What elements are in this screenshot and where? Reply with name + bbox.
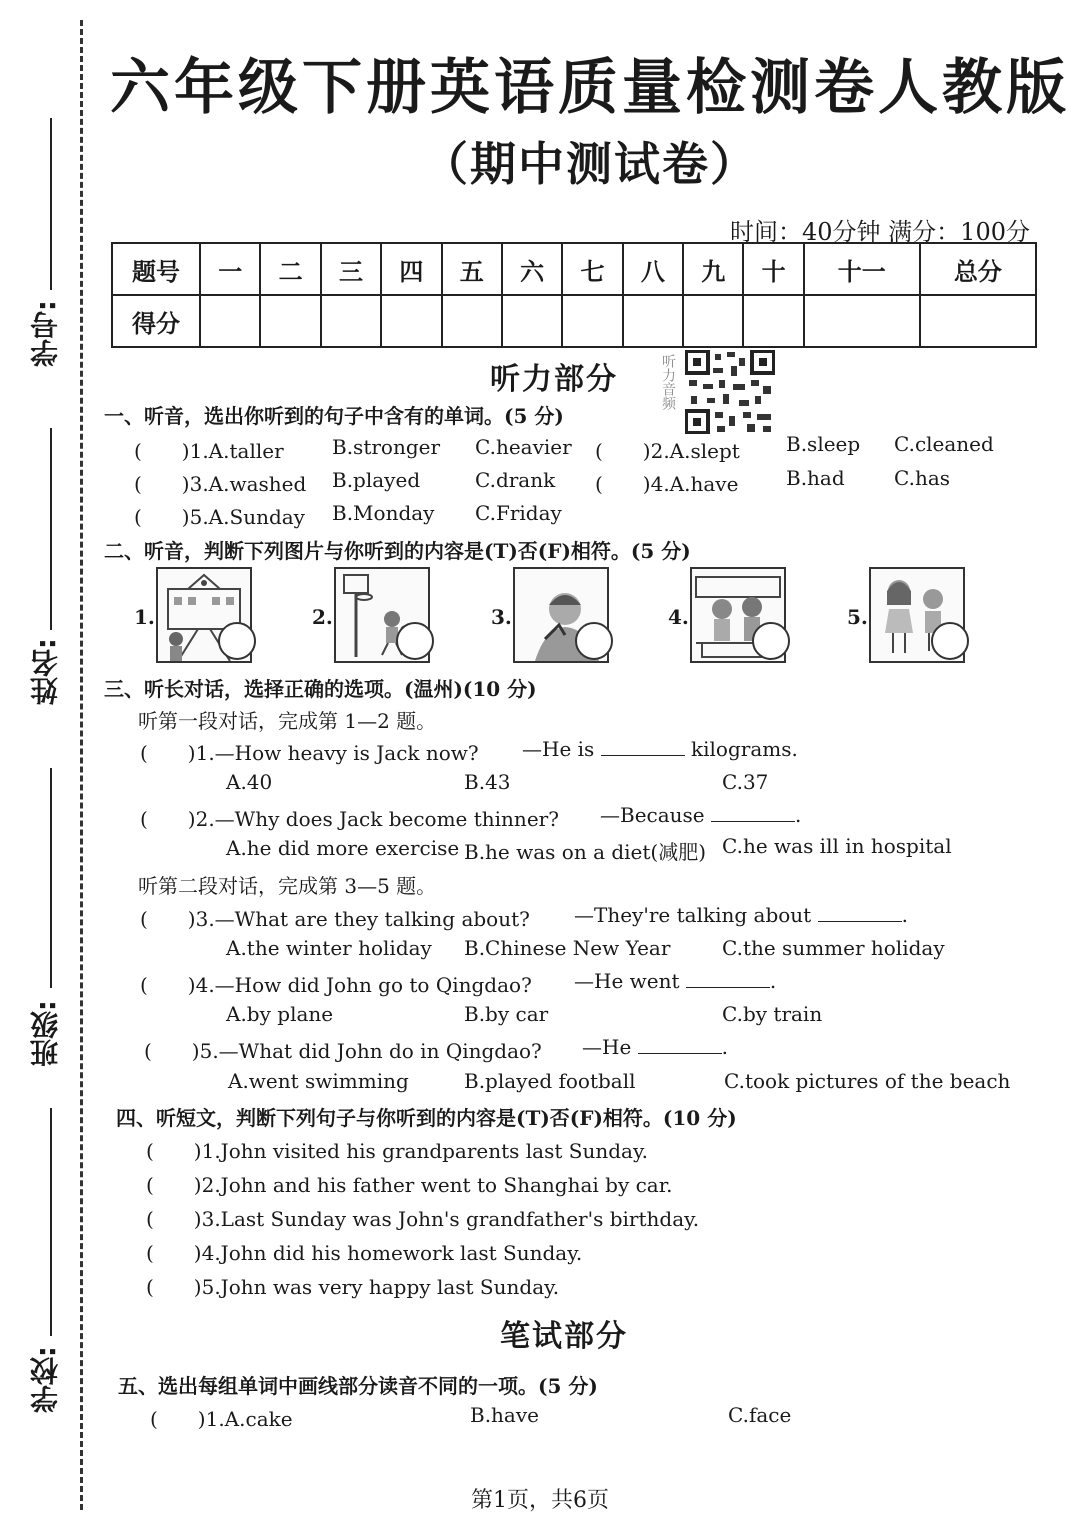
s3-q5-answer [582, 1035, 728, 1059]
s3-q2-option-a[interactable]: A.he did more exercise [226, 836, 460, 860]
s3-q5-option-a[interactable]: A.went swimming [228, 1069, 409, 1093]
class-line [50, 768, 52, 988]
writing-heading: 笔试部分 [500, 1319, 628, 1354]
s1-q3-stem: ( )3.A.washed [134, 472, 307, 496]
answer-circle[interactable] [396, 622, 434, 660]
answer-blank[interactable] [686, 986, 770, 988]
answer-circle[interactable] [218, 622, 256, 660]
name-line [50, 428, 52, 630]
s3-q2-option-c[interactable]: C.he was ill in hospital [722, 834, 952, 858]
picture-number: 3. [491, 605, 512, 629]
score-header-cell: 四 [381, 243, 441, 295]
score-header-cell: 总分 [920, 243, 1036, 295]
s1-q5-option-b[interactable]: B.Monday [332, 501, 435, 525]
answer-blank[interactable] [711, 820, 795, 822]
answer-prefix: —He is [522, 737, 595, 761]
s5-q1-option-c[interactable]: C.face [728, 1403, 792, 1427]
s3-q4-answer [574, 969, 776, 993]
score-header-cell: 一 [200, 243, 260, 295]
s3-q1-option-b[interactable]: B.43 [464, 770, 511, 794]
s3-q3-option-c[interactable]: C.the summer holiday [722, 936, 945, 960]
class-label: 班级: [29, 1000, 62, 1068]
s3-q1-option-a[interactable]: A.40 [226, 770, 273, 794]
qr-code[interactable] [655, 350, 775, 434]
s3-q5-option-b[interactable]: B.played football [464, 1069, 636, 1093]
score-cell[interactable] [381, 295, 441, 347]
s1-q5-stem: ( )5.A.Sunday [134, 505, 305, 529]
score-header-cell: 题号 [112, 243, 200, 295]
s3-q1-answer [522, 737, 798, 761]
s1-q3-option-c[interactable]: C.drank [475, 468, 556, 492]
answer-circle[interactable] [752, 622, 790, 660]
qr-label: 听力音频 [660, 354, 676, 410]
time-score-info: 时间：40分钟 满分：100分 [730, 218, 1030, 246]
picture-number: 2. [312, 605, 333, 629]
section3-part1-instruction: 听第一段对话，完成第 1—2 题。 [138, 709, 437, 733]
s1-q1-stem: ( )1.A.taller [134, 439, 284, 463]
s1-q4-stem: ( )4.A.have [595, 472, 739, 496]
section2-title: 二、听音，判断下列图片与你听到的内容是(T)否(F)相符。(5 分) [104, 539, 691, 563]
score-header-cell: 二 [260, 243, 320, 295]
s3-q4-question: ( )4.—How did John go to Qingdao? [140, 973, 532, 997]
score-header-cell: 五 [442, 243, 502, 295]
s4-item: ( )5.John was very happy last Sunday. [146, 1275, 560, 1299]
score-cell[interactable] [321, 295, 381, 347]
score-header-cell: 八 [623, 243, 683, 295]
answer-suffix: kilograms. [691, 737, 798, 761]
picture-number: 1. [134, 605, 155, 629]
score-row-label: 得分 [112, 295, 200, 347]
score-table [111, 242, 1037, 348]
s3-q3-option-b[interactable]: B.Chinese New Year [464, 936, 671, 960]
page-number: 第1页，共6页 [471, 1488, 609, 1513]
s4-item: ( )2.John and his father went to Shanghai by car. [146, 1173, 673, 1197]
s3-q1-question: ( )1.—How heavy is Jack now? [140, 741, 479, 765]
s1-q2-option-c[interactable]: C.cleaned [894, 432, 994, 456]
s4-item: ( )1.John visited his grandparents last Sunday. [146, 1139, 648, 1163]
school-line [50, 1108, 52, 1336]
s1-q2-stem: ( )2.A.slept [595, 439, 740, 463]
score-cell[interactable] [683, 295, 743, 347]
score-table-header-row [112, 243, 1036, 295]
score-header-cell: 十一 [804, 243, 920, 295]
answer-prefix: —Because [600, 803, 705, 827]
school-label: 学校: [29, 1346, 62, 1414]
s4-item: ( )4.John did his homework last Sunday. [146, 1241, 583, 1265]
score-header-cell: 七 [562, 243, 622, 295]
s1-q2-option-b[interactable]: B.sleep [786, 432, 861, 456]
score-header-cell: 九 [683, 243, 743, 295]
s1-q5-option-c[interactable]: C.Friday [475, 501, 562, 525]
student-id-line [50, 118, 52, 290]
section3-title: 三、听长对话，选择正确的选项。(温州)(10 分) [104, 677, 537, 701]
answer-blank[interactable] [601, 754, 685, 756]
score-table-score-row [112, 295, 1036, 347]
score-cell[interactable] [920, 295, 1036, 347]
s3-q3-question: ( )3.—What are they talking about? [140, 907, 530, 931]
answer-circle[interactable] [931, 622, 969, 660]
answer-blank[interactable] [638, 1052, 722, 1054]
section3-part2-instruction: 听第二段对话，完成第 3—5 题。 [138, 874, 437, 898]
score-cell[interactable] [502, 295, 562, 347]
listening-heading: 听力部分 [490, 362, 618, 397]
s3-q4-option-c[interactable]: C.by train [722, 1002, 823, 1026]
s3-q1-option-c[interactable]: C.37 [722, 770, 769, 794]
score-cell[interactable] [200, 295, 260, 347]
answer-blank[interactable] [818, 920, 902, 922]
s1-q4-option-b[interactable]: B.had [786, 466, 845, 490]
score-cell[interactable] [442, 295, 502, 347]
s1-q3-option-b[interactable]: B.played [332, 468, 421, 492]
score-cell[interactable] [804, 295, 920, 347]
answer-prefix: —He went [574, 969, 680, 993]
exam-subtitle: （期中测试卷） [422, 137, 758, 191]
answer-prefix: —He [582, 1035, 632, 1059]
picture-number: 4. [668, 605, 689, 629]
s3-q4-option-a[interactable]: A.by plane [226, 1002, 334, 1026]
s3-q3-answer [574, 903, 908, 927]
picture-number: 5. [847, 605, 868, 629]
score-header-cell: 六 [502, 243, 562, 295]
score-header-cell: 三 [321, 243, 381, 295]
name-label: 姓名: [29, 638, 62, 706]
score-cell[interactable] [743, 295, 803, 347]
s5-q1-option-b[interactable]: B.have [470, 1403, 539, 1427]
score-cell[interactable] [562, 295, 622, 347]
binding-dashed-line [80, 20, 83, 1510]
s3-q2-answer [600, 803, 801, 827]
s4-item: ( )3.Last Sunday was John's grandfather's birthday. [146, 1207, 700, 1231]
s1-q1-option-c[interactable]: C.heavier [475, 435, 572, 459]
answer-suffix: . [795, 803, 802, 827]
answer-suffix: . [901, 903, 908, 927]
s3-q5-question: ( )5.—What did John do in Qingdao? [144, 1039, 542, 1063]
s3-q4-option-b[interactable]: B.by car [464, 1002, 549, 1026]
answer-suffix: . [769, 969, 777, 993]
s1-q4-option-c[interactable]: C.has [894, 466, 951, 490]
section1-title: 一、听音，选出你听到的句子中含有的单词。(5 分) [104, 404, 564, 428]
section4-title: 四、听短文，判断下列句子与你听到的内容是(T)否(F)相符。(10 分) [116, 1106, 737, 1130]
answer-prefix: —They're talking about [574, 903, 812, 927]
qr-code-icon [685, 350, 775, 434]
s3-q5-option-c[interactable]: C.took pictures of the beach [724, 1069, 1011, 1093]
score-cell[interactable] [260, 295, 320, 347]
s5-q1-stem: ( )1.A.cake [150, 1407, 293, 1431]
s3-q2-option-b[interactable]: B.he was on a diet(减肥) [464, 840, 707, 864]
s1-q1-option-b[interactable]: B.stronger [332, 435, 441, 459]
answer-suffix: . [721, 1035, 728, 1059]
score-header-cell: 十 [743, 243, 803, 295]
exam-title: 六年级下册英语质量检测卷人教版 [110, 53, 1070, 123]
s3-q3-option-a[interactable]: A.the winter holiday [226, 936, 432, 960]
s3-q2-question: ( )2.—Why does Jack become thinner? [140, 807, 559, 831]
student-id-label: 学号: [29, 300, 62, 368]
answer-circle[interactable] [575, 622, 613, 660]
score-cell[interactable] [623, 295, 683, 347]
section5-title: 五、选出每组单词中画线部分读音不同的一项。(5 分) [118, 1374, 598, 1398]
